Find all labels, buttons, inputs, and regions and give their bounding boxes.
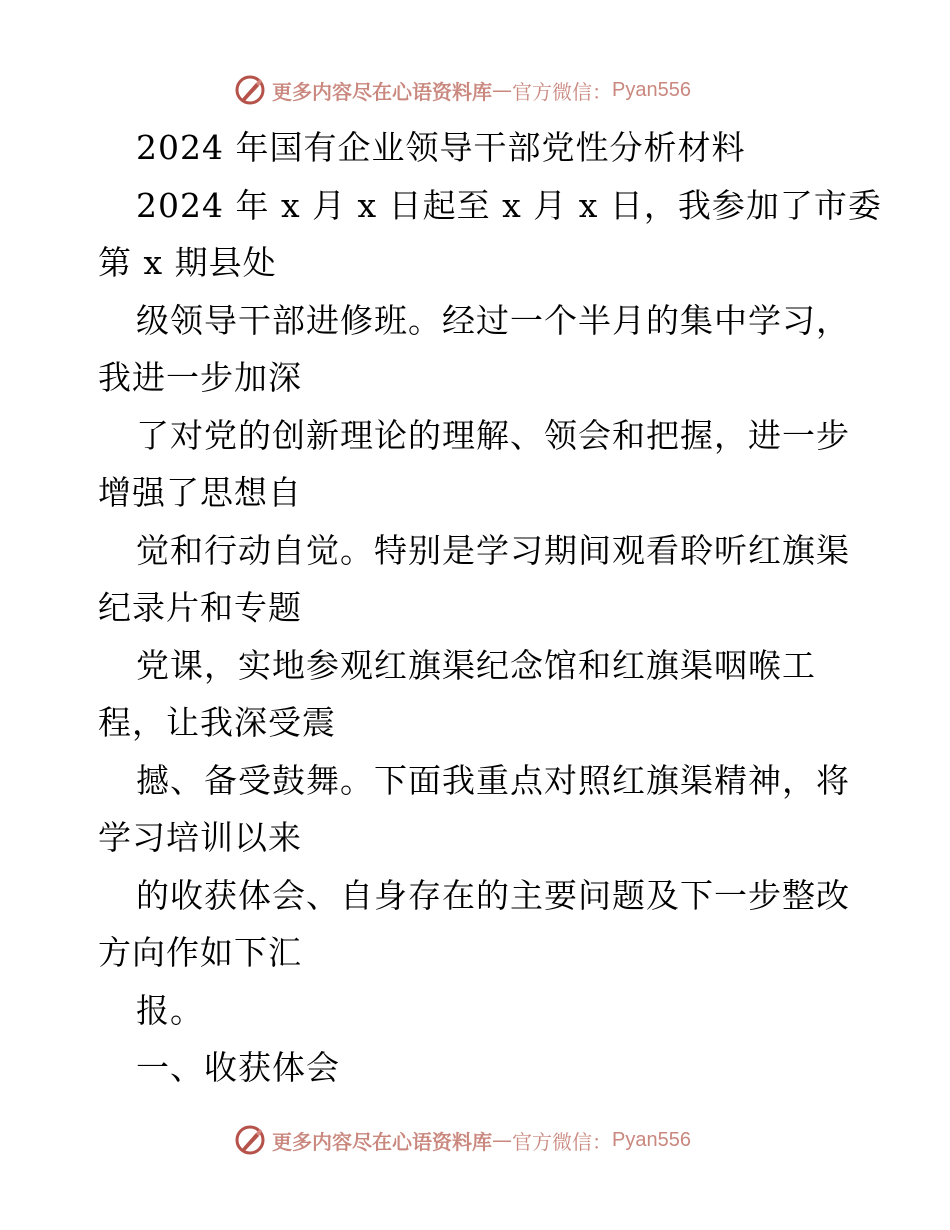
watermark-footer (234, 1122, 691, 1158)
paragraph-line: 程，让我深受震 (98, 703, 336, 742)
paragraph-line: 党课，实地参观红旗渠纪念馆和红旗渠咽喉工 (136, 646, 816, 685)
paragraph-line: 学习培训以来 (98, 818, 302, 857)
paragraph-line: 方向作如下汇 (98, 933, 302, 972)
document-title: 2024 年国有企业领导干部党性分析材料 (136, 128, 746, 167)
watermark-separator: — (492, 1128, 512, 1152)
watermark-separator: — (492, 78, 512, 102)
paragraph-line: 报。 (136, 991, 204, 1030)
paragraph-line: 第 x 期县处 (98, 243, 277, 282)
watermark-wechat-id: Pyan556 (612, 1128, 691, 1151)
watermark-official-label: 官方微信： (512, 1129, 612, 1154)
paragraph-line: 2024 年 x 月 x 日起至 x 月 x 日，我参加了市委 (136, 186, 882, 225)
paragraph-line: 级领导干部进修班。经过一个半月的集中学习， (136, 301, 850, 340)
section-heading: 一、收获体会 (136, 1048, 340, 1087)
watermark-header (234, 72, 691, 108)
watermark-text: 更多内容尽在心语资料库 (272, 1129, 492, 1154)
paragraph-line: 增强了思想自 (98, 473, 302, 512)
watermark-official-label: 官方微信： (512, 79, 612, 104)
paragraph-line: 觉和行动自觉。特别是学习期间观看聆听红旗渠 (136, 531, 850, 570)
paragraph-line: 我进一步加深 (98, 358, 302, 397)
pen-logo-icon (234, 1124, 266, 1156)
paragraph-line: 撼、备受鼓舞。下面我重点对照红旗渠精神，将 (136, 761, 850, 800)
watermark-wechat-id: Pyan556 (612, 78, 691, 101)
paragraph-line: 纪录片和专题 (98, 588, 302, 627)
watermark-text: 更多内容尽在心语资料库 (272, 79, 492, 104)
pen-logo-icon (234, 74, 266, 106)
paragraph-line: 了对党的创新理论的理解、领会和把握，进一步 (136, 416, 850, 455)
paragraph-line: 的收获体会、自身存在的主要问题及下一步整改 (136, 876, 850, 915)
